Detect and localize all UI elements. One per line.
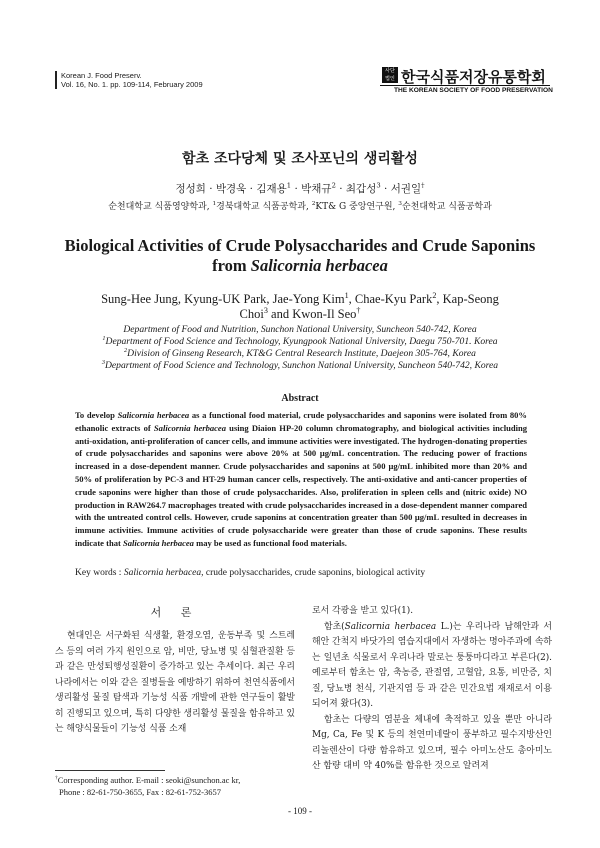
affiliation: $^3$Department of Food Science and Technology, Sunchon National University, Suncheon 540-742, Korea xyxy=(101,358,499,371)
page-number: - 109 - xyxy=(288,806,312,816)
affiliation: $^2$Division of Ginseng Research, KT&G Central Research Institute, Daejeon 305-764, Korea xyxy=(124,346,476,359)
korean-affiliations: 순천대학교 식품영양학과, $^1$경북대학교 식품공학과, $^2$KT& G 중앙연구원, $^3$순천대학교 식품공학과 xyxy=(108,201,492,212)
species-name: Salicornia herbacea xyxy=(117,410,190,420)
species-name: Salicornia herbacea, xyxy=(123,568,204,578)
author-names: , Chae-Kyu Park xyxy=(348,292,433,306)
korean-title: 함초 조다당체 및 조사포닌의 생리활성 xyxy=(182,151,418,167)
english-title-line1: Biological Activities of Crude Polysaccharides and Crude Saponins xyxy=(64,236,536,255)
english-title-from: from xyxy=(212,256,251,275)
author-names: , Kap-Seong xyxy=(436,292,499,306)
society-korean-name: 한국식품저장유통학회 xyxy=(401,68,546,86)
species-name: Salicornia herbacea xyxy=(250,256,388,275)
paragraph: 로서 각광을 받고 있다(1). xyxy=(312,606,414,616)
author-names: Choi xyxy=(239,307,264,321)
paragraph: 함초는 다량의 염분을 체내에 축적하고 있을 뿐만 아니라 Mg, Ca, Fe 및 K 등의 천연미네랄이 풍부하고 필수지방산인 리놀렌산이 다량 함유하고 있으며, 필수 아미노산도 총아미노산 함량 대비 약 40%를 함유한 것으로 알려져 xyxy=(312,714,552,771)
intro-left-column xyxy=(55,629,295,738)
keywords-label: Key words : xyxy=(75,568,124,578)
keywords-list: crude polysaccharides, crude saponins, biological activity xyxy=(203,568,426,578)
author-names: Sung-Hee Jung, Kyung-UK Park, Jae-Yong Kim xyxy=(101,292,345,306)
korean-affiliation: 순천대학교 식품공학과 xyxy=(401,202,492,212)
abstract-heading: Abstract xyxy=(281,393,319,404)
english-authors: Sung-Hee Jung, Kyung-UK Park, Jae-Yong Kim$^1$, Chae-Kyu Park$^2$, Kap-Seong Choi$^3$ and Kwon-Il Seo† xyxy=(101,290,499,321)
korean-affiliation: 경북대학교 식품공학과, xyxy=(216,202,312,212)
korean-authors: 정성희 · 박경욱 · 김재용$^1$ · 박채규$^2$ · 최갑성$^3$ · 서권일† xyxy=(175,181,425,195)
korean-author-group: 정성희 · 박경욱 · 김재용 xyxy=(175,183,287,195)
section-heading-introduction: 서 론 xyxy=(150,606,200,619)
footnote-line: Phone : 82-61-750-3655, Fax : 82-61-752-3657 xyxy=(59,787,221,797)
affiliation: $^1$Department of Food Science and Technology, Kyungpook National University, Daegu 750-701. Korea xyxy=(102,334,498,347)
english-affiliations xyxy=(40,324,560,372)
footnote-line: †Corresponding author. E-mail : seoki@sunchon.ac kr, xyxy=(55,775,241,785)
paragraph: 함초(Salicornia herbacea L.)는 우리나라 남해안과 서해안 간척지 바닷가의 염습지대에서 자생하는 명아주과에 속하는 일년초 식물로서 우리나라 말로는 퉁퉁마디라고 부른다(2). 예로부터 함초는 암, 축농증, 관절염, 고혈압, 요통, 비만증, 치질, 당뇨병 천식, 기관지염 등 과 같은 민간요법 재재로서 이용되어져 왔다(3). xyxy=(312,621,553,709)
footnote-divider xyxy=(55,770,165,771)
korean-author: · 박채규 xyxy=(291,183,332,195)
keywords xyxy=(75,568,545,578)
footnote xyxy=(55,774,315,798)
journal-citation xyxy=(55,71,261,89)
korean-affiliation: KT& G 중앙연구원, xyxy=(315,202,399,212)
abstract-body: To develop Salicornia herbacea as a functional food material, crude polysaccharides and saponins were isolated from 80% ethanolic extracts of Salicornia herbacea using Diaion HP-20 column chromatography, and biological activities including anti-oxidation, anti-proliferation of cancer cells, and immune activities were investigated. The hydrogen-donating properties of crude polysaccharides and saponins were above 20% at 500 μg/mL concentration. The reducing power of fractions increased in a dose-dependent manner. Crude polysaccharides and saponins at 500 μg/mL inhibited more than 20% and 50% of proliferation by PC-3 and HT-29 human cancer cells, respectively. The anti-oxidative and anti-cancer properties of crude saponins were higher than those of crude polysaccharides. Also, proliferation in spleen cells and (nitric oxide) NO production in RAW264.7 macrophages treated with crude polysaccharides increased in a dose-dependent manner compared with the untreated control cells. However, crude saponins at concentration greater than 500 μg/mL resulted in decreases in immune activities. Immune activities of crude polysaccharide were greater than those of crude saponins. These results indicate that Salicornia herbacea may be used as functional food materials. xyxy=(75,410,527,548)
journal-volume: Vol. 16, No. 1. pp. 109-114, February 2009 xyxy=(61,80,203,89)
paragraph: 현대인은 서구화된 식생활, 환경오염, 운동부족 및 스트레스 등의 여러 가지 원인으로 암, 비만, 당뇨병 및 심혈관질환 등과 같은 만성퇴행성질환이 증가하고 있는 추세이다. 최근 우리나라에서는 이와 같은 질병들을 예방하기 위하여 천연식품에서 생리활성 물질 탐색과 기능성 식품 개발에 관한 연구들이 활발히 진행되고 있으며, 특히 다양한 생리활성 물질을 함유하고 있는 해양식물들이 기능성 식품 소재 xyxy=(55,631,295,734)
journal-name: Korean J. Food Preserv. xyxy=(61,71,142,80)
intro-right-column xyxy=(312,604,552,775)
korean-affiliation: 순천대학교 식품영양학과, xyxy=(108,202,213,212)
affiliation: Department of Food and Nutrition, Sunchon National University, Suncheon 540-742, Korea xyxy=(123,324,477,335)
english-title-line2 xyxy=(40,256,560,276)
society-logo xyxy=(380,66,553,96)
english-title xyxy=(40,236,560,276)
korean-author: · 최갑성 xyxy=(335,183,377,195)
author-names: and Kwon-Il Seo xyxy=(267,307,357,321)
species-name: Salicornia herbacea xyxy=(122,537,194,548)
society-logo-bar xyxy=(380,66,550,86)
species-name: Salicornia herbacea xyxy=(153,422,226,433)
society-english-name: THE KOREAN SOCIETY OF FOOD PRESERVATION xyxy=(394,87,553,94)
society-badge: 사단 법인 xyxy=(382,67,398,83)
species-name: Salicornia herbacea xyxy=(344,621,437,632)
korean-author: · 서권일 xyxy=(380,183,422,195)
